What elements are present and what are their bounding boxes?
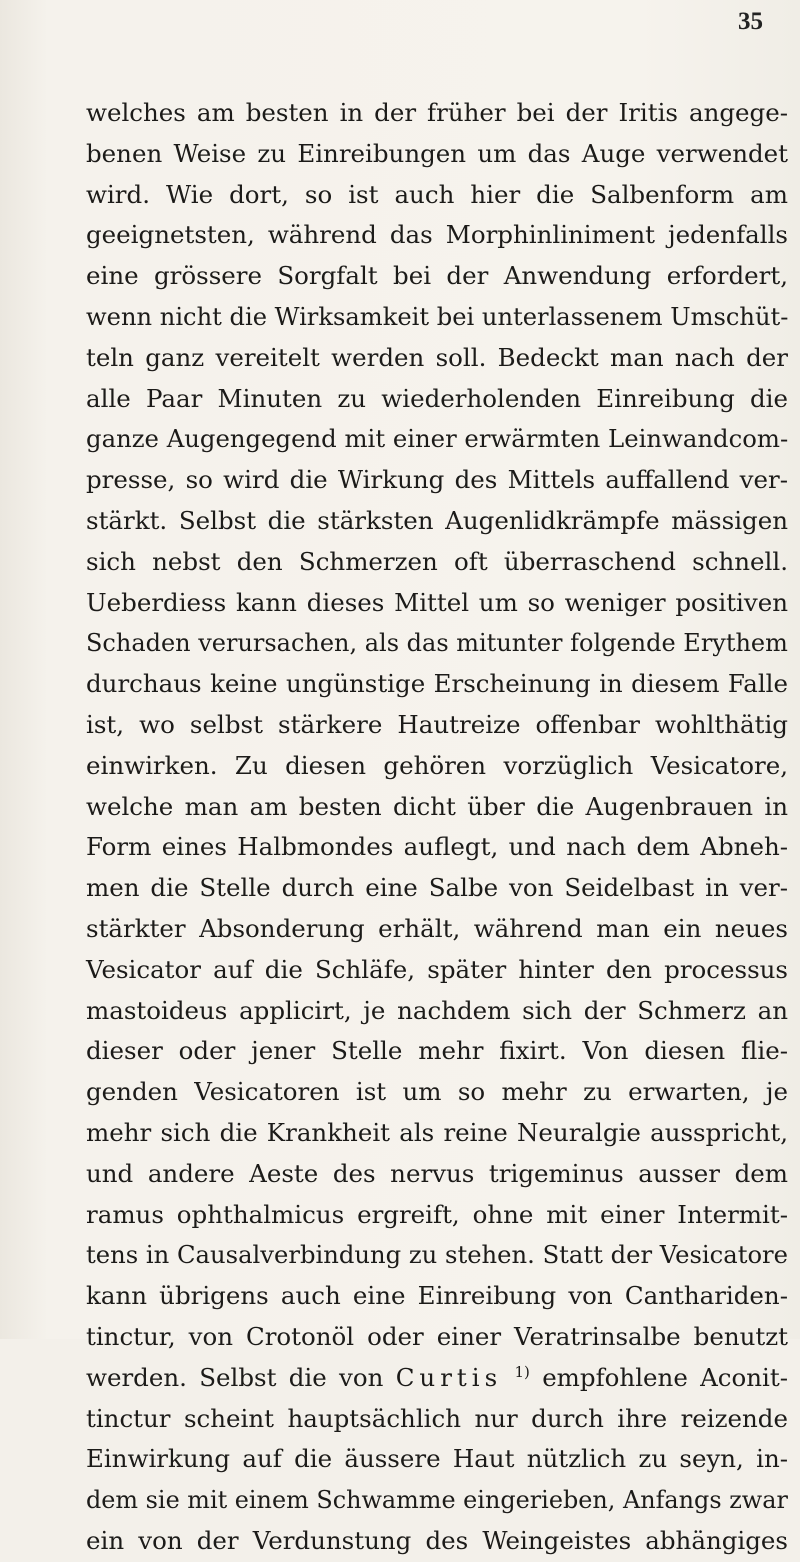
text-segment: empfohlene Aconit- [542,1362,788,1392]
text-line: Schaden verursachen, als das mitunter folgende Erythem [86,628,788,658]
text-line: mastoideus applicirt, je nachdem sich der Schmerz an [86,995,788,1025]
text-line: ist, wo selbst stärkere Hautreize offenbar wohlthätig [86,709,788,739]
text-line: tinctur scheint hauptsächlich nur durch ihre reizende [86,1403,788,1433]
text-line: geeignetsten, während das Morphinliniment jedenfalls [86,220,788,250]
footnote-reference: 1) [514,1362,530,1381]
text-line: durchaus keine ungünstige Erscheinung in diesem Falle [86,669,788,699]
text-line: Vesicator auf die Schläfe, später hinter den processus [86,954,788,984]
text-line: welche man am besten dicht über die Augenbrauen in [86,791,788,821]
text-line: tinctur, von Crotonöl oder einer Veratrinsalbe benutzt [86,1321,788,1351]
text-line: ramus ophthalmicus ergreift, ohne mit einer Intermit- [86,1199,788,1229]
text-line: dem sie mit einem Schwamme eingerieben, Anfangs zwar [86,1485,788,1515]
text-line: eine grössere Sorgfalt bei der Anwendung erfordert, [86,261,788,291]
text-line: kann übrigens auch eine Einreibung von Canthariden- [86,1281,788,1311]
text-line: Ueberdiess kann dieses Mittel um so weniger positiven [86,587,788,617]
text-line: benen Weise zu Einreibungen um das Auge verwendet [86,138,788,168]
author-name: Curtis [395,1362,503,1392]
text-line: teln ganz vereitelt werden soll. Bedeckt man nach der [86,342,788,372]
text-line: wird. Wie dort, so ist auch hier die Salbenform am [86,179,788,209]
text-line: und andere Aeste des nervus trigeminus ausser dem [86,1158,788,1188]
text-segment: werden. Selbst die von [86,1362,384,1392]
text-line: sich nebst den Schmerzen oft überraschend schnell. [86,546,788,576]
text-line: stärkter Absonderung erhält, während man ein neues [86,913,788,943]
text-line: dieser oder jener Stelle mehr fixirt. Von diesen flie- [86,1036,788,1066]
text-line: tens in Causalverbindung zu stehen. Statt der Vesicatore [86,1240,789,1270]
text-line: men die Stelle durch eine Salbe von Seidelbast in ver- [86,873,788,903]
body-text [86,93,788,1562]
text-line: ganze Augengegend mit einer erwärmten Leinwandcom- [86,424,789,454]
text-line: Einwirkung auf die äussere Haut nützlich zu seyn, in- [86,1444,788,1474]
text-line-with-footnote [86,1358,788,1399]
text-line: genden Vesicatoren ist um so mehr zu erwarten, je [86,1077,788,1107]
text-line: wenn nicht die Wirksamkeit bei unterlassenem Umschüt- [86,301,789,331]
text-line: ein von der Verdunstung des Weingeistes abhängiges [86,1525,788,1555]
text-line: mehr sich die Krankheit als reine Neuralgie ausspricht, [86,1117,788,1147]
text-line: stärkt. Selbst die stärksten Augenlidkrämpfe mässigen [86,505,788,535]
page-number: 35 [738,8,763,35]
text-line: alle Paar Minuten zu wiederholenden Einreibung die [86,383,788,413]
text-line: welches am besten in der früher bei der Iritis angege- [86,98,788,127]
text-line: presse, so wird die Wirkung des Mittels auffallend ver- [86,465,788,495]
text-line: einwirken. Zu diesen gehören vorzüglich Vesicatore, [86,750,788,780]
text-line: Form eines Halbmondes auflegt, und nach dem Abneh- [86,832,788,862]
